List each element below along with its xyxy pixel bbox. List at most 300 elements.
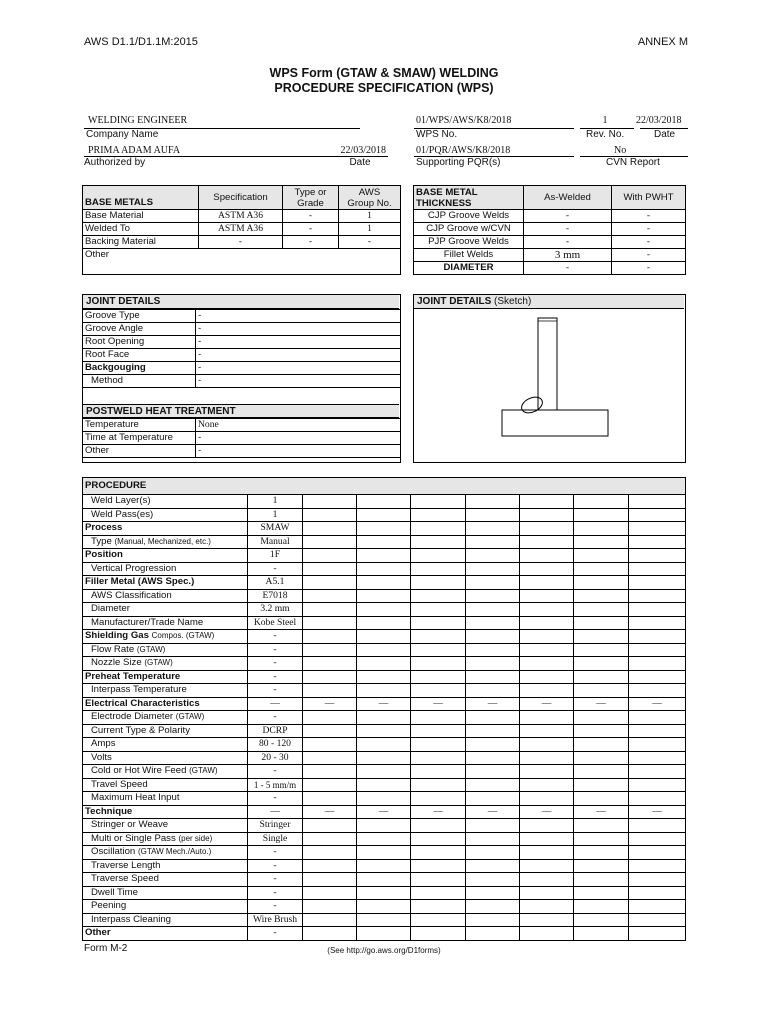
procedure-pass-cell[interactable] (520, 859, 574, 873)
pwht-cell[interactable]: - (612, 210, 686, 223)
procedure-pass-cell[interactable]: — (303, 805, 357, 819)
procedure-value-cell[interactable]: 1 (248, 495, 303, 509)
procedure-pass-cell[interactable] (411, 684, 466, 698)
procedure-pass-cell[interactable] (357, 562, 411, 576)
procedure-pass-cell[interactable] (574, 873, 629, 887)
procedure-pass-cell[interactable]: — (629, 805, 686, 819)
pwht-cell[interactable]: - (612, 236, 686, 249)
procedure-pass-cell[interactable] (520, 657, 574, 671)
procedure-pass-cell[interactable] (303, 643, 357, 657)
procedure-pass-cell[interactable] (303, 616, 357, 630)
procedure-pass-cell[interactable] (574, 576, 629, 590)
procedure-pass-cell[interactable] (411, 670, 466, 684)
procedure-pass-cell[interactable] (411, 751, 466, 765)
procedure-pass-cell[interactable] (520, 508, 574, 522)
procedure-pass-cell[interactable] (629, 657, 686, 671)
cvn-report-value[interactable]: No (614, 145, 627, 156)
procedure-pass-cell[interactable] (357, 751, 411, 765)
procedure-pass-cell[interactable] (357, 495, 411, 509)
procedure-pass-cell[interactable]: — (574, 805, 629, 819)
procedure-pass-cell[interactable] (357, 589, 411, 603)
procedure-pass-cell[interactable] (303, 508, 357, 522)
procedure-pass-cell[interactable] (466, 535, 520, 549)
procedure-value-cell[interactable]: - (248, 859, 303, 873)
procedure-pass-cell[interactable] (411, 535, 466, 549)
procedure-pass-cell[interactable]: — (629, 697, 686, 711)
procedure-pass-cell[interactable] (574, 589, 629, 603)
procedure-pass-cell[interactable] (303, 549, 357, 563)
as-welded-cell[interactable]: - (524, 210, 612, 223)
procedure-value-cell[interactable]: 80 - 120 (248, 738, 303, 752)
procedure-pass-cell[interactable] (357, 765, 411, 779)
wps-no-value[interactable]: 01/WPS/AWS/K8/2018 (416, 115, 512, 126)
pwht-cell[interactable]: - (612, 249, 686, 262)
procedure-pass-cell[interactable] (303, 630, 357, 644)
procedure-pass-cell[interactable] (520, 535, 574, 549)
procedure-pass-cell[interactable]: — (357, 805, 411, 819)
procedure-pass-cell[interactable] (411, 886, 466, 900)
procedure-value-cell[interactable]: - (248, 900, 303, 914)
value-cell[interactable]: - (196, 349, 401, 362)
procedure-pass-cell[interactable] (357, 873, 411, 887)
procedure-pass-cell[interactable] (357, 616, 411, 630)
procedure-pass-cell[interactable] (574, 711, 629, 725)
procedure-pass-cell[interactable] (629, 630, 686, 644)
procedure-pass-cell[interactable] (411, 603, 466, 617)
procedure-pass-cell[interactable] (629, 589, 686, 603)
procedure-value-cell[interactable]: Manual (248, 535, 303, 549)
procedure-pass-cell[interactable] (411, 792, 466, 806)
procedure-pass-cell[interactable] (574, 832, 629, 846)
procedure-pass-cell[interactable] (466, 819, 520, 833)
procedure-value-cell[interactable]: 1F (248, 549, 303, 563)
procedure-value-cell[interactable]: - (248, 684, 303, 698)
procedure-pass-cell[interactable] (357, 630, 411, 644)
procedure-pass-cell[interactable] (466, 603, 520, 617)
procedure-value-cell[interactable]: - (248, 630, 303, 644)
procedure-pass-cell[interactable] (303, 603, 357, 617)
procedure-pass-cell[interactable] (574, 846, 629, 860)
procedure-pass-cell[interactable] (303, 927, 357, 941)
procedure-pass-cell[interactable] (629, 913, 686, 927)
procedure-pass-cell[interactable] (629, 738, 686, 752)
procedure-pass-cell[interactable] (303, 738, 357, 752)
procedure-pass-cell[interactable] (520, 873, 574, 887)
procedure-pass-cell[interactable]: — (574, 697, 629, 711)
procedure-pass-cell[interactable] (520, 603, 574, 617)
procedure-pass-cell[interactable]: — (520, 697, 574, 711)
procedure-pass-cell[interactable] (357, 603, 411, 617)
procedure-pass-cell[interactable] (466, 751, 520, 765)
procedure-pass-cell[interactable] (466, 589, 520, 603)
procedure-pass-cell[interactable] (303, 751, 357, 765)
value-cell[interactable]: - (196, 375, 401, 388)
procedure-pass-cell[interactable] (357, 724, 411, 738)
procedure-pass-cell[interactable] (520, 670, 574, 684)
procedure-pass-cell[interactable] (357, 535, 411, 549)
procedure-pass-cell[interactable]: — (466, 805, 520, 819)
procedure-pass-cell[interactable] (411, 724, 466, 738)
procedure-pass-cell[interactable] (520, 589, 574, 603)
procedure-pass-cell[interactable] (303, 724, 357, 738)
procedure-pass-cell[interactable] (629, 751, 686, 765)
value-cell[interactable]: None (196, 419, 401, 432)
value-cell[interactable]: - (196, 310, 401, 323)
procedure-value-cell[interactable]: - (248, 873, 303, 887)
procedure-pass-cell[interactable] (520, 913, 574, 927)
procedure-pass-cell[interactable] (357, 549, 411, 563)
procedure-pass-cell[interactable] (357, 522, 411, 536)
procedure-pass-cell[interactable] (574, 724, 629, 738)
value-cell[interactable]: - (196, 336, 401, 349)
procedure-pass-cell[interactable] (466, 846, 520, 860)
procedure-pass-cell[interactable] (520, 684, 574, 698)
procedure-pass-cell[interactable] (466, 495, 520, 509)
rev-date-value[interactable]: 22/03/2018 (636, 115, 682, 126)
type-cell[interactable]: - (283, 223, 339, 236)
procedure-value-cell[interactable]: Kobe Steel (248, 616, 303, 630)
procedure-pass-cell[interactable] (357, 859, 411, 873)
procedure-pass-cell[interactable] (466, 738, 520, 752)
procedure-pass-cell[interactable] (357, 508, 411, 522)
procedure-pass-cell[interactable] (574, 508, 629, 522)
procedure-pass-cell[interactable] (629, 495, 686, 509)
procedure-pass-cell[interactable] (629, 508, 686, 522)
procedure-pass-cell[interactable] (411, 859, 466, 873)
procedure-pass-cell[interactable] (520, 495, 574, 509)
procedure-pass-cell[interactable] (303, 859, 357, 873)
supporting-pqr-value[interactable]: 01/PQR/AWS/K8/2018 (416, 145, 511, 156)
procedure-pass-cell[interactable] (411, 913, 466, 927)
procedure-pass-cell[interactable] (357, 792, 411, 806)
procedure-pass-cell[interactable] (466, 724, 520, 738)
procedure-pass-cell[interactable] (303, 900, 357, 914)
procedure-pass-cell[interactable] (303, 819, 357, 833)
procedure-pass-cell[interactable] (629, 616, 686, 630)
procedure-pass-cell[interactable] (520, 900, 574, 914)
procedure-pass-cell[interactable] (629, 576, 686, 590)
procedure-pass-cell[interactable] (520, 792, 574, 806)
procedure-pass-cell[interactable]: — (520, 805, 574, 819)
procedure-pass-cell[interactable] (303, 495, 357, 509)
procedure-pass-cell[interactable] (520, 549, 574, 563)
procedure-pass-cell[interactable] (629, 535, 686, 549)
procedure-pass-cell[interactable] (574, 778, 629, 792)
value-cell[interactable]: - (196, 362, 401, 375)
procedure-pass-cell[interactable] (466, 508, 520, 522)
procedure-pass-cell[interactable] (466, 549, 520, 563)
procedure-pass-cell[interactable] (520, 630, 574, 644)
procedure-pass-cell[interactable] (574, 792, 629, 806)
procedure-pass-cell[interactable] (520, 562, 574, 576)
procedure-value-cell[interactable]: - (248, 562, 303, 576)
procedure-pass-cell[interactable] (303, 778, 357, 792)
procedure-pass-cell[interactable] (466, 643, 520, 657)
procedure-pass-cell[interactable] (574, 495, 629, 509)
procedure-pass-cell[interactable] (303, 522, 357, 536)
procedure-pass-cell[interactable] (629, 819, 686, 833)
procedure-pass-cell[interactable] (303, 589, 357, 603)
procedure-pass-cell[interactable] (411, 549, 466, 563)
as-welded-cell[interactable]: - (524, 223, 612, 236)
value-cell[interactable]: - (196, 445, 401, 458)
procedure-value-cell[interactable]: Wire Brush (248, 913, 303, 927)
pwht-cell[interactable]: - (612, 223, 686, 236)
procedure-pass-cell[interactable] (520, 522, 574, 536)
procedure-pass-cell[interactable] (357, 846, 411, 860)
procedure-pass-cell[interactable] (411, 711, 466, 725)
procedure-pass-cell[interactable] (574, 859, 629, 873)
procedure-pass-cell[interactable] (357, 832, 411, 846)
procedure-value-cell[interactable]: - (248, 886, 303, 900)
procedure-pass-cell[interactable] (466, 630, 520, 644)
pwht-cell[interactable]: - (612, 262, 686, 275)
procedure-pass-cell[interactable] (411, 657, 466, 671)
procedure-pass-cell[interactable] (520, 846, 574, 860)
procedure-pass-cell[interactable] (303, 765, 357, 779)
procedure-pass-cell[interactable] (574, 549, 629, 563)
procedure-pass-cell[interactable] (357, 886, 411, 900)
procedure-pass-cell[interactable] (574, 886, 629, 900)
procedure-pass-cell[interactable] (357, 778, 411, 792)
procedure-pass-cell[interactable] (411, 778, 466, 792)
procedure-value-cell[interactable]: — (248, 805, 303, 819)
procedure-pass-cell[interactable] (411, 927, 466, 941)
procedure-pass-cell[interactable] (520, 778, 574, 792)
procedure-pass-cell[interactable] (466, 522, 520, 536)
procedure-value-cell[interactable]: SMAW (248, 522, 303, 536)
group-cell[interactable]: 1 (339, 223, 401, 236)
procedure-pass-cell[interactable] (574, 616, 629, 630)
procedure-pass-cell[interactable] (466, 832, 520, 846)
authorized-date-value[interactable]: 22/03/2018 (340, 145, 386, 156)
procedure-value-cell[interactable]: - (248, 927, 303, 941)
procedure-pass-cell[interactable] (520, 832, 574, 846)
spec-cell[interactable]: ASTM A36 (199, 210, 283, 223)
procedure-pass-cell[interactable] (411, 873, 466, 887)
value-cell[interactable]: - (196, 432, 401, 445)
group-cell[interactable]: 1 (339, 210, 401, 223)
procedure-pass-cell[interactable] (629, 670, 686, 684)
procedure-pass-cell[interactable] (357, 819, 411, 833)
procedure-pass-cell[interactable] (411, 630, 466, 644)
procedure-pass-cell[interactable] (574, 657, 629, 671)
procedure-pass-cell[interactable] (574, 900, 629, 914)
type-cell[interactable]: - (283, 210, 339, 223)
procedure-pass-cell[interactable] (520, 738, 574, 752)
procedure-pass-cell[interactable] (629, 684, 686, 698)
procedure-pass-cell[interactable] (574, 670, 629, 684)
procedure-pass-cell[interactable] (466, 616, 520, 630)
procedure-pass-cell[interactable]: — (411, 805, 466, 819)
procedure-value-cell[interactable]: 3.2 mm (248, 603, 303, 617)
as-welded-cell[interactable]: - (524, 236, 612, 249)
procedure-pass-cell[interactable] (357, 900, 411, 914)
procedure-pass-cell[interactable] (574, 738, 629, 752)
procedure-pass-cell[interactable] (411, 819, 466, 833)
procedure-pass-cell[interactable] (574, 913, 629, 927)
procedure-pass-cell[interactable] (574, 684, 629, 698)
procedure-pass-cell[interactable] (303, 711, 357, 725)
procedure-pass-cell[interactable] (303, 535, 357, 549)
procedure-pass-cell[interactable] (629, 873, 686, 887)
procedure-pass-cell[interactable] (629, 900, 686, 914)
procedure-pass-cell[interactable] (629, 643, 686, 657)
procedure-pass-cell[interactable] (629, 765, 686, 779)
procedure-pass-cell[interactable] (303, 576, 357, 590)
procedure-pass-cell[interactable] (629, 711, 686, 725)
procedure-pass-cell[interactable]: — (411, 697, 466, 711)
rev-no-value[interactable]: 1 (602, 115, 608, 126)
procedure-pass-cell[interactable] (466, 873, 520, 887)
procedure-pass-cell[interactable] (466, 792, 520, 806)
procedure-pass-cell[interactable] (303, 670, 357, 684)
procedure-pass-cell[interactable] (357, 670, 411, 684)
procedure-value-cell[interactable]: - (248, 846, 303, 860)
procedure-pass-cell[interactable] (303, 792, 357, 806)
procedure-value-cell[interactable]: 1 (248, 508, 303, 522)
group-cell[interactable]: - (339, 236, 401, 249)
procedure-value-cell[interactable]: A5.1 (248, 576, 303, 590)
procedure-pass-cell[interactable] (466, 657, 520, 671)
procedure-pass-cell[interactable] (574, 603, 629, 617)
procedure-pass-cell[interactable] (466, 670, 520, 684)
procedure-pass-cell[interactable] (303, 913, 357, 927)
spec-cell[interactable]: - (199, 236, 283, 249)
procedure-pass-cell[interactable] (466, 913, 520, 927)
procedure-pass-cell[interactable] (411, 589, 466, 603)
procedure-value-cell[interactable]: DCRP (248, 724, 303, 738)
procedure-pass-cell[interactable] (466, 859, 520, 873)
procedure-pass-cell[interactable] (629, 562, 686, 576)
procedure-value-cell[interactable]: 20 - 30 (248, 751, 303, 765)
procedure-pass-cell[interactable] (303, 846, 357, 860)
procedure-pass-cell[interactable] (411, 522, 466, 536)
procedure-pass-cell[interactable] (520, 643, 574, 657)
company-name-value[interactable]: WELDING ENGINEER (88, 115, 188, 126)
procedure-value-cell[interactable]: - (248, 643, 303, 657)
procedure-pass-cell[interactable]: — (357, 697, 411, 711)
row-label[interactable]: Other (83, 249, 401, 275)
procedure-pass-cell[interactable] (411, 576, 466, 590)
procedure-value-cell[interactable]: - (248, 792, 303, 806)
procedure-pass-cell[interactable] (629, 927, 686, 941)
procedure-pass-cell[interactable] (411, 616, 466, 630)
procedure-pass-cell[interactable] (574, 522, 629, 536)
procedure-pass-cell[interactable] (357, 657, 411, 671)
procedure-value-cell[interactable]: E7018 (248, 589, 303, 603)
procedure-pass-cell[interactable] (520, 751, 574, 765)
procedure-pass-cell[interactable] (357, 684, 411, 698)
spec-cell[interactable]: ASTM A36 (199, 223, 283, 236)
procedure-pass-cell[interactable] (466, 711, 520, 725)
procedure-pass-cell[interactable] (520, 886, 574, 900)
procedure-pass-cell[interactable] (466, 886, 520, 900)
procedure-pass-cell[interactable] (411, 495, 466, 509)
procedure-pass-cell[interactable] (520, 616, 574, 630)
procedure-pass-cell[interactable] (574, 927, 629, 941)
procedure-pass-cell[interactable] (357, 711, 411, 725)
procedure-pass-cell[interactable] (466, 576, 520, 590)
procedure-value-cell[interactable]: — (248, 697, 303, 711)
procedure-pass-cell[interactable] (357, 576, 411, 590)
procedure-pass-cell[interactable] (466, 900, 520, 914)
procedure-pass-cell[interactable] (629, 778, 686, 792)
procedure-pass-cell[interactable] (357, 738, 411, 752)
procedure-value-cell[interactable]: - (248, 765, 303, 779)
procedure-pass-cell[interactable] (629, 792, 686, 806)
procedure-pass-cell[interactable] (303, 684, 357, 698)
procedure-pass-cell[interactable] (520, 819, 574, 833)
procedure-pass-cell[interactable] (520, 711, 574, 725)
type-cell[interactable]: - (283, 236, 339, 249)
as-welded-cell[interactable]: - (524, 262, 612, 275)
procedure-pass-cell[interactable] (466, 765, 520, 779)
procedure-pass-cell[interactable] (520, 927, 574, 941)
procedure-pass-cell[interactable] (411, 832, 466, 846)
procedure-pass-cell[interactable] (303, 832, 357, 846)
procedure-pass-cell[interactable] (411, 562, 466, 576)
procedure-pass-cell[interactable] (520, 724, 574, 738)
procedure-pass-cell[interactable] (629, 522, 686, 536)
procedure-value-cell[interactable]: - (248, 670, 303, 684)
procedure-pass-cell[interactable] (629, 846, 686, 860)
procedure-pass-cell[interactable] (411, 765, 466, 779)
procedure-pass-cell[interactable] (629, 603, 686, 617)
procedure-pass-cell[interactable] (466, 927, 520, 941)
procedure-pass-cell[interactable] (357, 643, 411, 657)
procedure-value-cell[interactable]: 1 - 5 mm/m (248, 778, 303, 792)
procedure-pass-cell[interactable] (411, 900, 466, 914)
procedure-pass-cell[interactable] (574, 819, 629, 833)
procedure-pass-cell[interactable] (466, 562, 520, 576)
procedure-pass-cell[interactable] (411, 738, 466, 752)
procedure-value-cell[interactable]: - (248, 711, 303, 725)
procedure-pass-cell[interactable] (303, 886, 357, 900)
procedure-pass-cell[interactable] (629, 886, 686, 900)
procedure-value-cell[interactable]: Single (248, 832, 303, 846)
procedure-pass-cell[interactable] (520, 576, 574, 590)
procedure-pass-cell[interactable] (303, 873, 357, 887)
procedure-pass-cell[interactable] (357, 927, 411, 941)
procedure-pass-cell[interactable] (357, 913, 411, 927)
procedure-pass-cell[interactable] (574, 630, 629, 644)
as-welded-cell[interactable]: 3 mm (524, 249, 612, 262)
procedure-pass-cell[interactable]: — (466, 697, 520, 711)
procedure-pass-cell[interactable] (466, 684, 520, 698)
procedure-pass-cell[interactable] (629, 859, 686, 873)
procedure-pass-cell[interactable] (574, 751, 629, 765)
procedure-pass-cell[interactable] (303, 562, 357, 576)
procedure-pass-cell[interactable] (574, 535, 629, 549)
procedure-pass-cell[interactable]: — (303, 697, 357, 711)
procedure-pass-cell[interactable] (411, 846, 466, 860)
procedure-pass-cell[interactable] (520, 765, 574, 779)
procedure-pass-cell[interactable] (574, 562, 629, 576)
procedure-pass-cell[interactable] (411, 643, 466, 657)
forms-link[interactable]: (See http://go.aws.org/D1forms) (327, 946, 441, 955)
procedure-pass-cell[interactable] (303, 657, 357, 671)
authorized-by-value[interactable]: PRIMA ADAM AUFA (88, 145, 181, 156)
procedure-pass-cell[interactable] (466, 778, 520, 792)
procedure-pass-cell[interactable] (629, 832, 686, 846)
procedure-value-cell[interactable]: Stringer (248, 819, 303, 833)
procedure-pass-cell[interactable] (411, 508, 466, 522)
procedure-pass-cell[interactable] (629, 549, 686, 563)
procedure-pass-cell[interactable] (629, 724, 686, 738)
value-cell[interactable]: - (196, 323, 401, 336)
procedure-pass-cell[interactable] (574, 643, 629, 657)
